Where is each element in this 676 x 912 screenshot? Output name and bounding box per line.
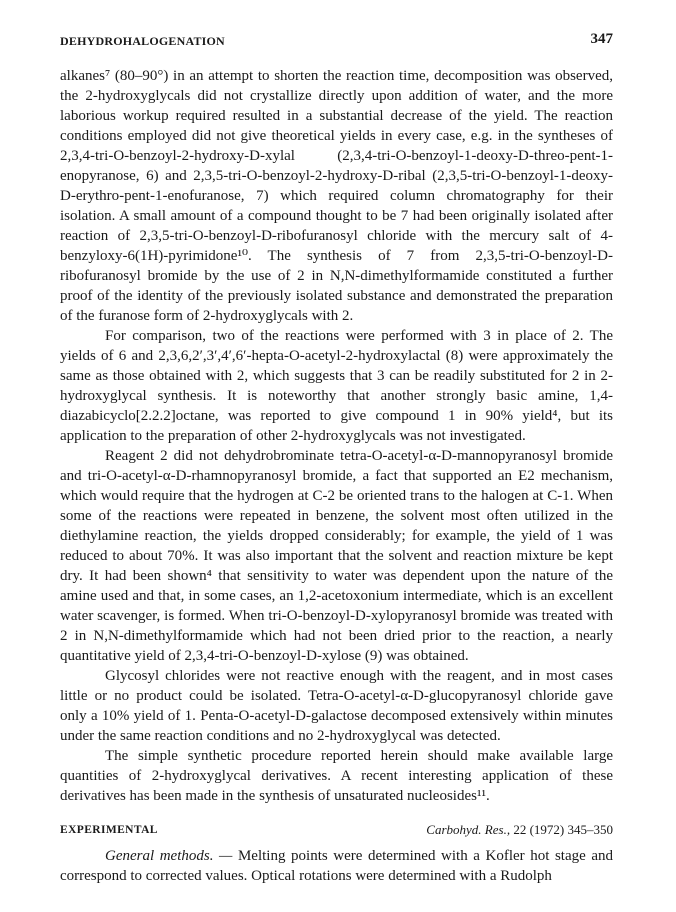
paragraph-continuation: alkanes⁷ (80–90°) in an attempt to shorten the reaction time, decomposition was observed, the 2-hydroxyglycals did not crystallize directly upon addition of water, and the more laborious workup required resulted in a substantial decrease of the yield. The reaction conditions employed did not give theoretical yields in every case, e.g. in the syntheses of 2,3,4-tri-O-benzoyl-2-hydroxy-D-xylal (2,3,4-tri-O-benzoyl-1-deoxy-D-threo-pent-1-enopyranose, 6) and 2,3,5-tri-O-benzoyl-2-hydroxy-D-ribal (2,3,5-tri-O-benzoyl-1-deoxy-D-erythro-pent-1-enofuranose, 7) which required column chromatography for their isolation. A small amount of a compound thought to be 7 had been originally isolated after reaction of 2,3,5-tri-O-benzoyl-D-ribofuranosyl chloride with the mercury salt of 4-benzyloxy-6(1H)-pyrimidone¹⁰. The synthesis of 7 from 2,3,5-tri-O-benzoyl-D-ribofuranosyl bromide by the use of 2 in N,N-dimethylformamide constituted a further proof of the identity of the previously isolated substance and demonstrated the preparation of the furanose form of 2-hydroxyglycals with 2. [60,68,613,324]
paragraph-comparison: For comparison, two of the reactions were performed with 3 in place of 2. The yields of 6 and 2,3,6,2′,3′,4′,6′-hepta-O-acetyl-2-hydroxylactal (8) were approximately the same as those obtained with 2, which suggests that 3 can be readily substituted for 2 in 2-hydroxyglycal synthesis. It is noteworthy that another strongly basic amine, 1,4-diazabicyclo[2.2.2]octane, was reported to give compound 1 in 90% yield⁴, but its application to the preparation of other 2-hydroxyglycals was not investigated. [60,328,613,444]
paragraph-reagent: Reagent 2 did not dehydrobrominate tetra-O-acetyl-α-D-mannopyranosyl bromide and tri-O-acetyl-α-D-rhamnopyranosyl bromide, a fact that supported an E2 mechanism, which would require that the hydrogen at C-2 be oriented trans to the halogen at C-1. When some of the reactions were repeated in benzene, the solvent most often utilized in the diethylamine reaction, the yields dropped considerably; for example, the yield of 1 was reduced to about 70%. It was also important that the solvent and reaction mixture be kept dry. It had been shown⁴ that sensitivity to water was dependent upon the nature of the amine used and that, in some cases, an 1,2-acetoxonium intermediate, which is an excellent water scavenger, is formed. When tri-O-benzoyl-D-xylopyranosyl bromide was treated with 2 in N,N-dimethylformamide which had not been dried prior to the reaction, a nearly quantitative yield of 2,3,4-tri-O-benzoyl-D-xylose (9) was obtained. [60,448,613,664]
main-text [60,66,613,886]
paragraph-glycosyl-chlorides: Glycosyl chlorides were not reactive enough with the reagent, and in most cases little or no product could be isolated. Tetra-O-acetyl-α-D-glucopyranosyl chloride gave only a 10% yield of 1. Penta-O-acetyl-D-galactose decomposed extensively within minutes under the same reaction conditions and no 2-hydroxyglycal was detected. [60,668,613,744]
footer-citation [426,822,613,838]
running-title: DEHYDROHALOGENATION [60,34,225,48]
volume-pages: 22 (1972) 345–350 [510,822,613,837]
journal-name: Carbohyd. Res., [426,822,511,837]
paragraph-general-methods [60,846,613,886]
methods-text: Melting points were determined with a Kofler hot stage and correspond to corrected values. Optical rotations were determined with a Rudolph [60,848,613,884]
running-header [60,30,613,50]
section-heading: EXPERIMENTAL [60,824,158,836]
page-number: 347 [590,31,613,47]
methods-label: General methods. — [105,848,233,864]
paragraph-conclusion: The simple synthetic procedure reported herein should make available large quantities of 2-hydroxyglycal derivatives. A recent interesting application of these derivatives has been made in the synthesis of unsaturated nucleosides¹¹. [60,748,613,804]
